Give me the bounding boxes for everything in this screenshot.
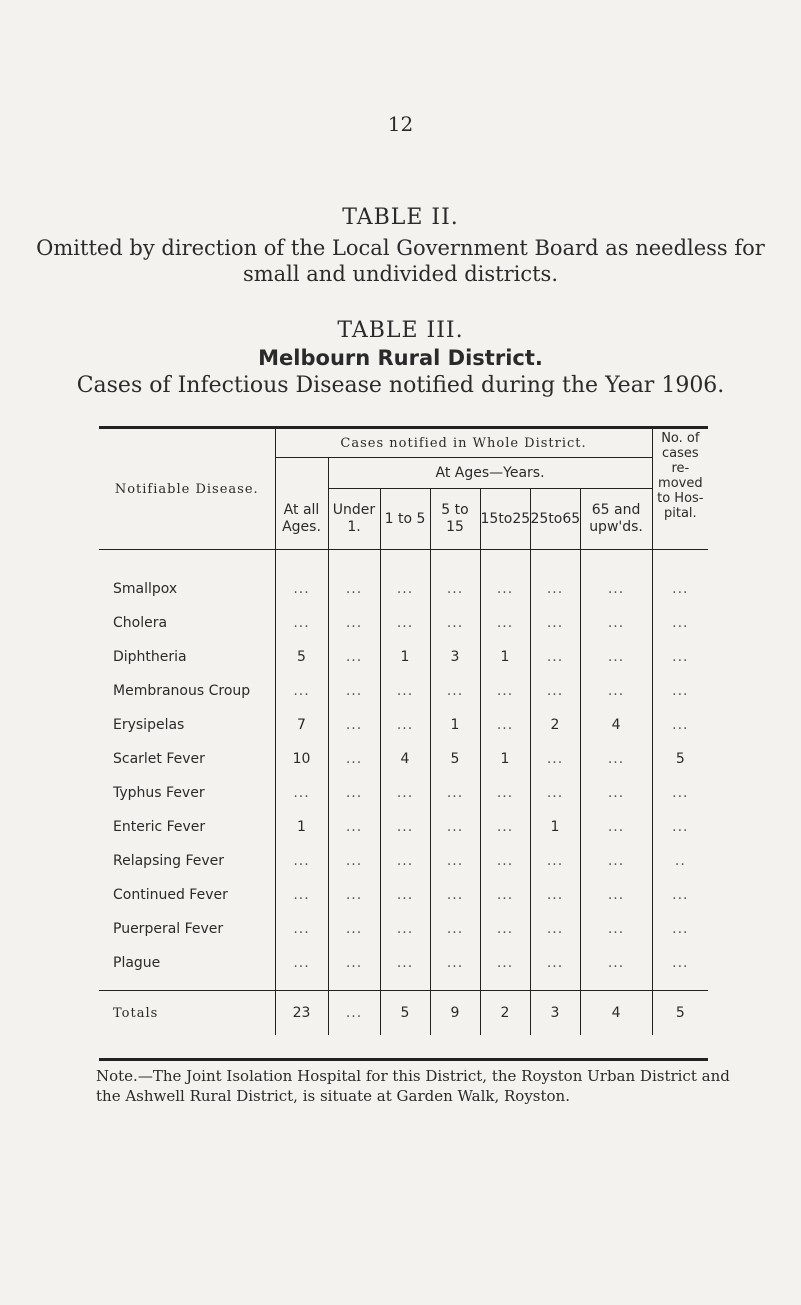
cell-65up: ... (580, 640, 652, 674)
cell-65up: 4 (580, 708, 652, 742)
cell-25to65: ... (530, 550, 580, 607)
cell-all-ages: 7 (275, 708, 328, 742)
cell-under1: ... (328, 550, 380, 607)
cell-65up: ... (580, 946, 652, 991)
district-name: Melbourn Rural District. (258, 346, 543, 370)
disease-name: Enteric Fever (99, 810, 275, 844)
cell-1to5: ... (380, 810, 430, 844)
cell-under1: ... (328, 742, 380, 776)
header-5to15: 5 to 15 (430, 489, 480, 550)
disease-name: Puerperal Fever (99, 912, 275, 946)
disease-name: Erysipelas (99, 708, 275, 742)
cell-65up: ... (580, 776, 652, 810)
cell-removed: ... (672, 887, 689, 903)
cell-under1: ... (328, 878, 380, 912)
cell-removed: ... (672, 683, 689, 699)
cell-under1: ... (328, 912, 380, 946)
cell-removed: ... (672, 615, 689, 631)
header-cases-notified: Cases notified in Whole District. (275, 429, 652, 458)
cell-1to5: ... (380, 550, 430, 607)
cell-15to25: 1 (480, 742, 530, 776)
cell-5to15: ... (430, 674, 480, 708)
cell-under1: ... (328, 946, 380, 991)
cell-all-ages: ... (275, 844, 328, 878)
cell-removed: ... (672, 581, 689, 597)
cell-removed: ... (672, 649, 689, 665)
cell-5to15: ... (430, 550, 480, 607)
totals-under1: ... (328, 991, 380, 1036)
cell-25to65: ... (530, 606, 580, 640)
table-row (99, 810, 708, 844)
totals-5to15: 9 (430, 991, 480, 1036)
cell-25to65: ... (530, 946, 580, 991)
cell-all-ages: ... (275, 674, 328, 708)
cell-15to25: 1 (480, 640, 530, 674)
disease-name: Smallpox (99, 550, 275, 607)
disease-name: Diphtheria (99, 640, 275, 674)
table-row (99, 946, 708, 991)
cell-25to65: 2 (530, 708, 580, 742)
cell-all-ages: ... (275, 946, 328, 991)
cell-under1: ... (328, 640, 380, 674)
disease-name: Typhus Fever (99, 776, 275, 810)
cell-1to5: ... (380, 878, 430, 912)
cell-1to5: ... (380, 776, 430, 810)
totals-all-ages: 23 (275, 991, 328, 1036)
cell-65up: ... (580, 742, 652, 776)
cell-5to15: ... (430, 606, 480, 640)
cell-all-ages: ... (275, 878, 328, 912)
cell-under1: ... (328, 606, 380, 640)
cell-15to25: ... (480, 810, 530, 844)
cell-1to5: ... (380, 912, 430, 946)
cell-all-ages: 10 (275, 742, 328, 776)
header-under1: Under 1. (328, 489, 380, 550)
cell-all-ages: ... (275, 776, 328, 810)
cell-removed: .. (674, 853, 686, 869)
cell-under1: ... (328, 674, 380, 708)
cell-15to25: ... (480, 606, 530, 640)
totals-1to5: 5 (380, 991, 430, 1036)
cell-under1: ... (328, 810, 380, 844)
cell-25to65: ... (530, 912, 580, 946)
totals-removed: 5 (652, 991, 708, 1036)
cell-5to15: ... (430, 776, 480, 810)
cell-15to25: ... (480, 844, 530, 878)
totals-25to65: 3 (530, 991, 580, 1036)
cell-under1: ... (328, 776, 380, 810)
cell-removed: ... (672, 921, 689, 937)
table-row (99, 776, 708, 810)
cell-25to65: ... (530, 742, 580, 776)
disease-name: Membranous Croup (99, 674, 275, 708)
header-all-ages: At all Ages. (275, 458, 328, 550)
header-disease: Notifiable Disease. (99, 429, 275, 550)
totals-65up: 4 (580, 991, 652, 1036)
cell-all-ages: ... (275, 550, 328, 607)
table3-subtitle: Cases of Infectious Disease notified during the Year 1906. (76, 373, 725, 398)
cell-15to25: ... (480, 946, 530, 991)
totals-row (99, 991, 708, 1036)
cell-5to15: ... (430, 844, 480, 878)
page-number: 12 (387, 112, 414, 136)
cell-65up: ... (580, 912, 652, 946)
table-row (99, 606, 708, 640)
cell-65up: ... (580, 810, 652, 844)
header-1to5: 1 to 5 (380, 489, 430, 550)
header-25to65: 25to65 (530, 489, 580, 550)
table-row (99, 912, 708, 946)
cell-25to65: ... (530, 674, 580, 708)
cell-5to15: ... (430, 946, 480, 991)
cell-25to65: ... (530, 844, 580, 878)
cell-25to65: ... (530, 776, 580, 810)
table-body (99, 550, 708, 991)
cell-5to15: 3 (430, 640, 480, 674)
cell-5to15: ... (430, 878, 480, 912)
header-15to25: 15to25 (480, 489, 530, 550)
cell-15to25: ... (480, 912, 530, 946)
table-row (99, 844, 708, 878)
totals-15to25: 2 (480, 991, 530, 1036)
table-row (99, 742, 708, 776)
disease-name: Plague (99, 946, 275, 991)
cell-removed: ... (672, 955, 689, 971)
disease-name: Relapsing Fever (99, 844, 275, 878)
header-at-ages: At Ages—Years. (328, 458, 652, 489)
cell-25to65: ... (530, 878, 580, 912)
cell-65up: ... (580, 878, 652, 912)
cell-65up: ... (580, 606, 652, 640)
cell-under1: ... (328, 844, 380, 878)
cell-removed: 5 (675, 751, 685, 767)
table-row (99, 640, 708, 674)
cell-25to65: ... (530, 640, 580, 674)
table-row (99, 878, 708, 912)
table2-title: TABLE II. (342, 205, 459, 230)
cell-15to25: ... (480, 550, 530, 607)
cell-removed: ... (672, 717, 689, 733)
cell-65up: ... (580, 550, 652, 607)
cell-15to25: ... (480, 708, 530, 742)
cell-all-ages: 1 (275, 810, 328, 844)
cell-15to25: ... (480, 878, 530, 912)
table-row (99, 550, 708, 607)
cell-1to5: ... (380, 674, 430, 708)
cell-5to15: ... (430, 810, 480, 844)
table3-title: TABLE III. (337, 318, 464, 343)
disease-table-frame (99, 426, 708, 1061)
cell-65up: ... (580, 674, 652, 708)
header-65up: 65 and upw'ds. (580, 489, 652, 550)
cell-5to15: ... (430, 912, 480, 946)
cell-all-ages: ... (275, 912, 328, 946)
disease-name: Scarlet Fever (99, 742, 275, 776)
cell-1to5: ... (380, 708, 430, 742)
cell-5to15: 1 (430, 708, 480, 742)
cell-15to25: ... (480, 674, 530, 708)
cell-1to5: ... (380, 844, 430, 878)
disease-table (99, 429, 708, 1035)
cell-1to5: ... (380, 606, 430, 640)
totals-label: Totals (99, 991, 275, 1036)
cell-1to5: 4 (380, 742, 430, 776)
cell-all-ages: 5 (275, 640, 328, 674)
cell-1to5: 1 (380, 640, 430, 674)
cell-15to25: ... (480, 776, 530, 810)
cell-5to15: 5 (430, 742, 480, 776)
table-row (99, 674, 708, 708)
cell-removed: ... (672, 819, 689, 835)
cell-under1: ... (328, 708, 380, 742)
cell-1to5: ... (380, 946, 430, 991)
disease-name: Continued Fever (99, 878, 275, 912)
cell-25to65: 1 (530, 810, 580, 844)
cell-all-ages: ... (275, 606, 328, 640)
table-row (99, 708, 708, 742)
table2-text: Omitted by direction of the Local Government Board as needless for small and undivided districts. (36, 236, 765, 286)
cell-removed: ... (672, 785, 689, 801)
header-removed: No. of cases re-moved to Hos-pital. (652, 429, 708, 550)
disease-name: Cholera (99, 606, 275, 640)
cell-65up: ... (580, 844, 652, 878)
footnote: Note.—The Joint Isolation Hospital for this District, the Royston Urban District and the Ashwell Rural District, is situate at Garden Walk, Royston. (96, 1067, 730, 1105)
